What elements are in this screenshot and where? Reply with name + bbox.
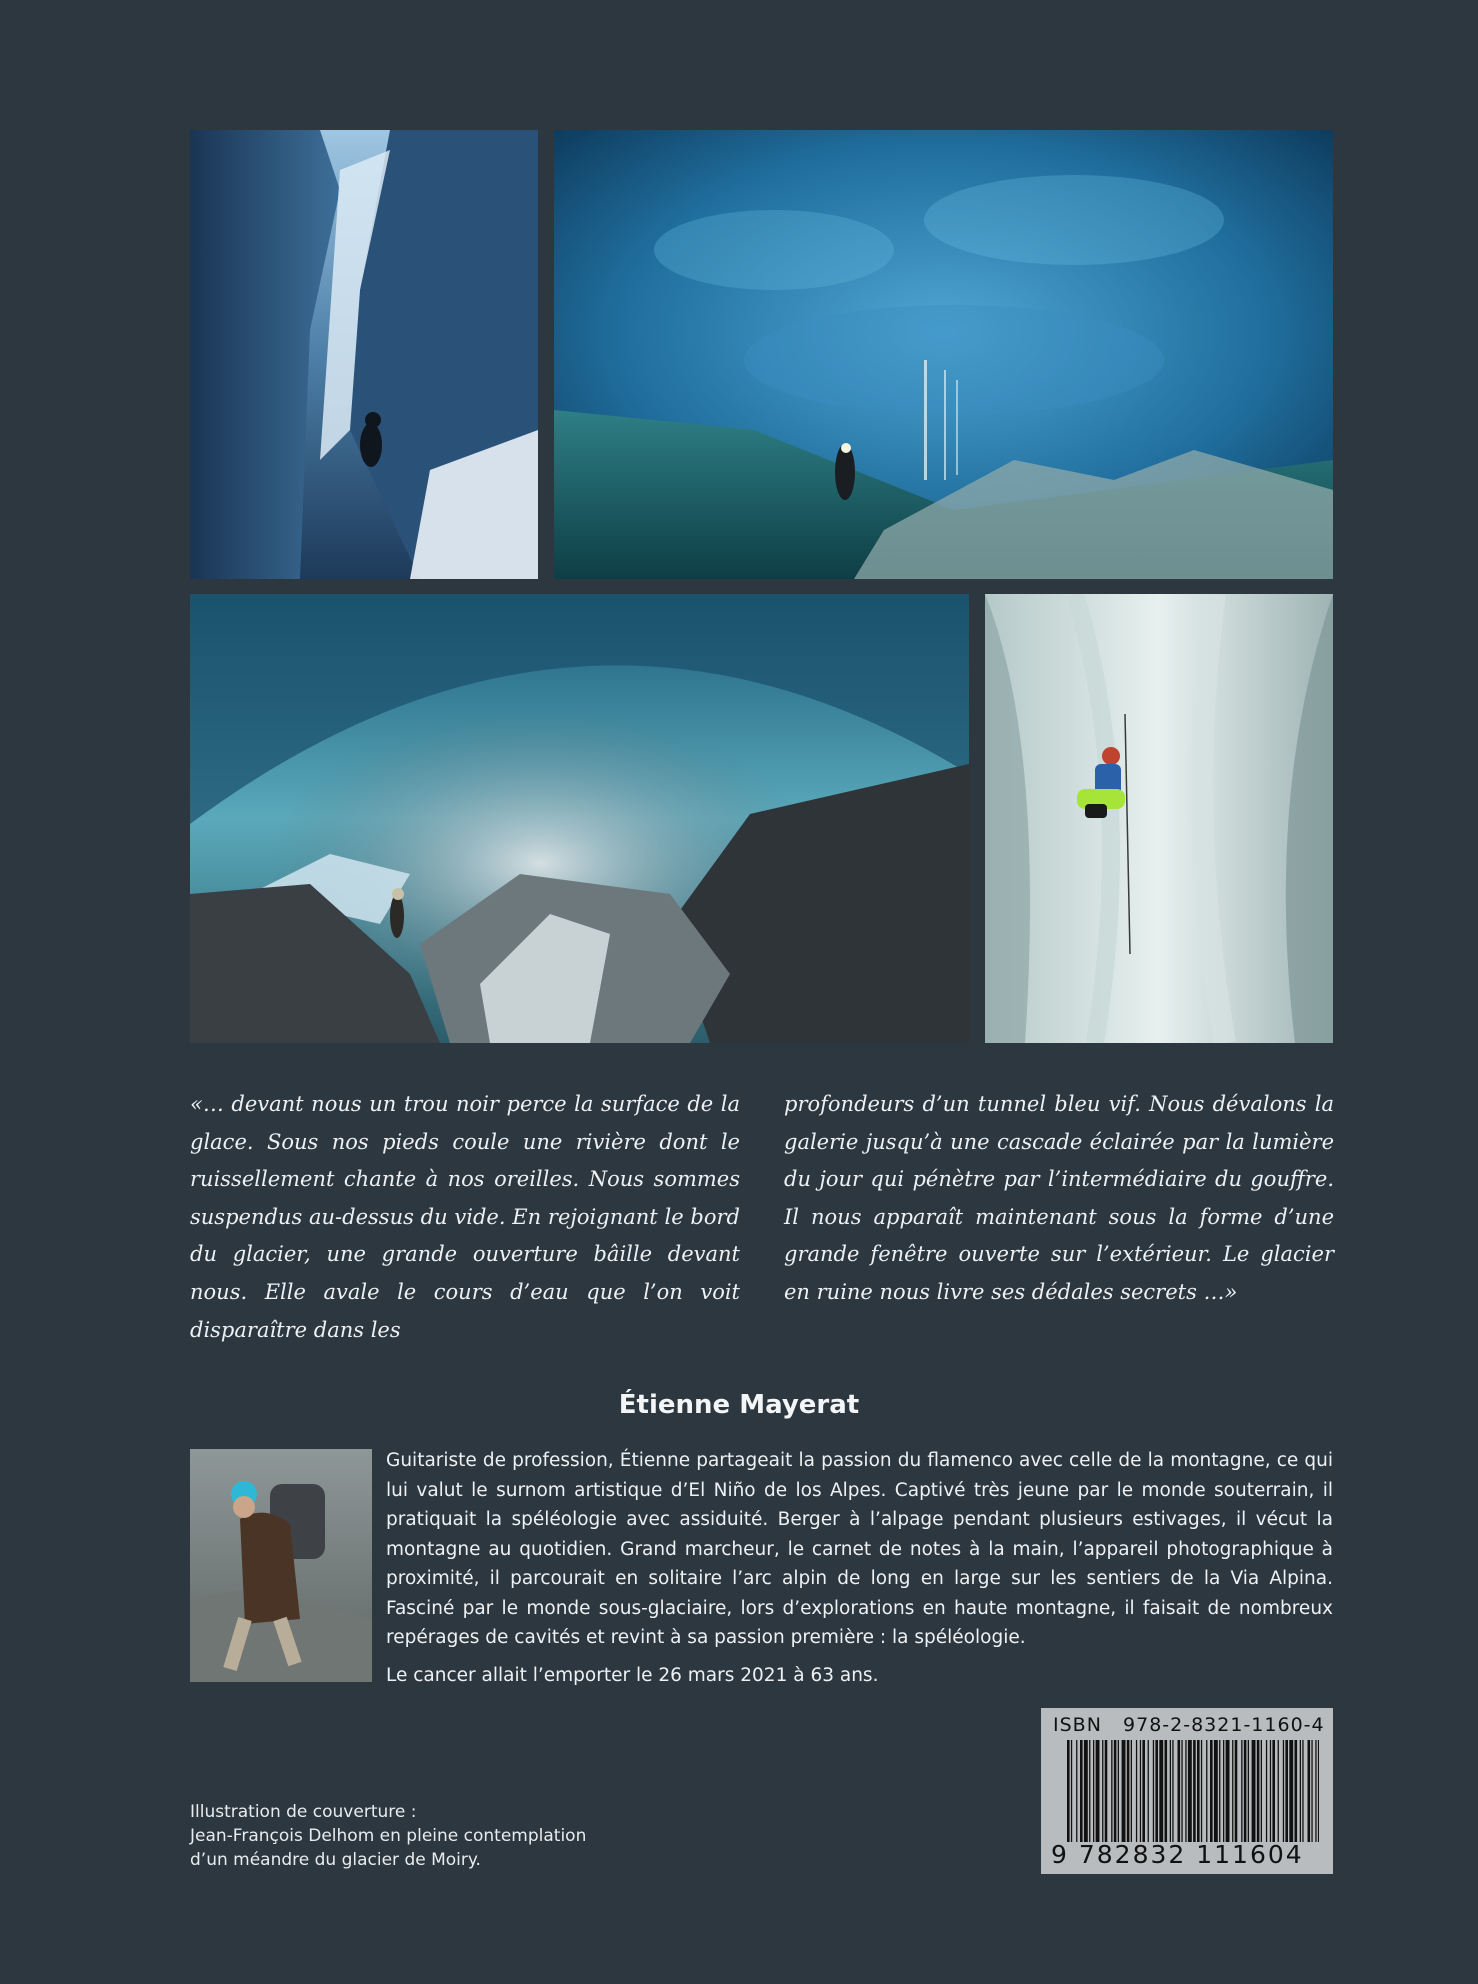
author-portrait-photo [190,1449,372,1682]
credits-line-3: d’un méandre du glacier de Moiry. [190,1850,481,1870]
credits-line-1: Illustration de couverture : [190,1802,417,1822]
author-name: Étienne Mayerat [618,1390,860,1420]
author-bio: Guitariste de profession, Étienne partageait la passion du flamenco avec celle de la montagne, ce qui lui valut le surnom artistique d’El Niño de los Alpes. Captivé très jeune par le monde souterrain, il pratiquait la spéléologie avec assiduité. Berger à l’alpage pendant plusieurs estivages, il vécut la montagne au quotidien. Grand marcheur, le carnet de notes à la main, l’appareil photographique à proximité, il parcourait en solitaire l’arc alpin de long en large sur les sentiers de la Via Alpina. Fasciné par le monde sous-glaciaire, lors d’explorations en haute montagne, il faisait de nombreux repérages de cavités et revint à sa passion première : la spéléologie. [386,1450,1333,1648]
credits-line-2: Jean-François Delhom en pleine contemplation [190,1826,587,1846]
barcode-bars [1067,1740,1319,1842]
blue-ice-cave-photo [554,130,1333,579]
rappel-ice-shaft-photo [985,594,1333,1043]
quote-text-right: profondeurs d’un tunnel bleu vif. Nous dévalons la galerie jusqu’à une cascade éclairée par la lumière du jour qui pénètre par l’intermédiaire du gouffre. Il nous apparaît maintenant sous la forme d’une grande fenêtre ouverte sur l’extérieur. Le glacier en ruine nous livre ses dédales secrets …» [784,1092,1334,1304]
barcode-digits: 9 782832 111604 [1051,1840,1304,1869]
author-bio-last-line: Le cancer allait l’emporter le 26 mars 2021 à 63 ans. [386,1665,879,1686]
isbn-label: ISBN 978-2-8321-1160-4 [1053,1714,1325,1736]
cover-illustration-credits [190,1800,630,1872]
crevasse-climber-photo [190,130,538,579]
isbn-barcode [1041,1708,1333,1874]
ice-tunnel-river-photo [190,594,969,1043]
quote-text-left: «… devant nous un trou noir perce la surface de la glace. Sous nos pieds coule une rivière dont le ruissellement chante à nos oreilles. Nous sommes suspendus au-dessus du vide. En rejoignant le bord du glacier, une grande ouverture bâille devant nous. Elle avale le cours d’eau que l’on voit disparaître dans les [190,1092,740,1342]
